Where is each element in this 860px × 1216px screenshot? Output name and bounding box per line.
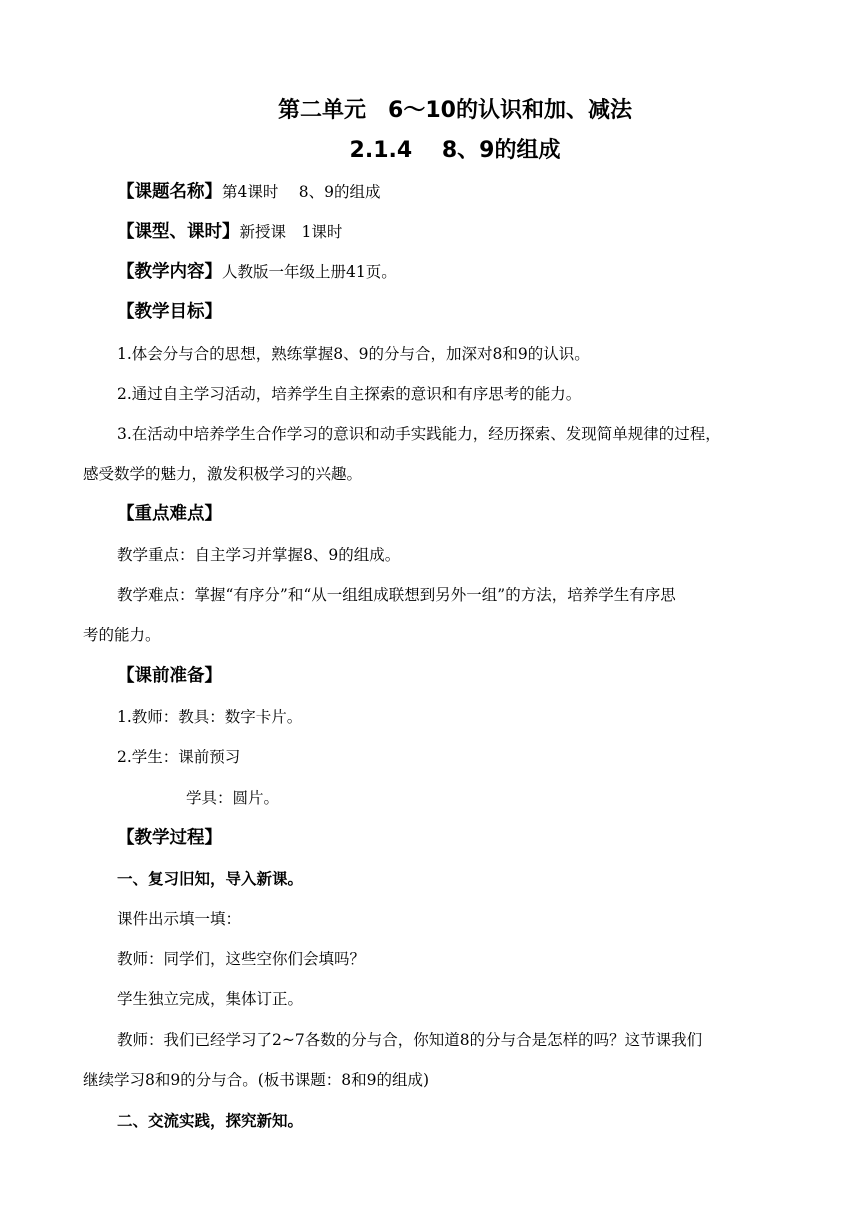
process-line: 课件出示填一填：	[117, 910, 242, 928]
process-line-continued: 继续学习8和9的分与合。(板书课题：8和9的组成)	[83, 1071, 430, 1089]
prep-heading: 【课前准备】	[117, 666, 222, 686]
goal-item: 3.在活动中培养学生合作学习的意识和动手实践能力，经历探索、发现简单规律的过程，	[117, 425, 721, 443]
process-line: 教师：同学们，这些空你们会填吗？	[117, 950, 366, 968]
goal-item: 2.通过自主学习活动，培养学生自主探索的意识和有序思考的能力。	[117, 385, 582, 403]
topic-label: 【课题名称】	[117, 182, 222, 202]
content-label: 【教学内容】	[117, 262, 222, 282]
type-label: 【课型、课时】	[117, 222, 240, 242]
document-title: 第二单元 6～10的认识和加、减法	[278, 98, 632, 123]
key-point-line: 教学重点：自主学习并掌握8、9的组成。	[117, 546, 401, 564]
process-line: 教师：我们已经学习了2~7各数的分与合，你知道8的分与合是怎样的吗？这节课我们	[117, 1031, 703, 1049]
topic-value: 第4课时 8、9的组成	[222, 183, 381, 201]
process-line: 学生独立完成，集体订正。	[117, 990, 304, 1008]
prep-item-tools: 学具：圆片。	[186, 789, 280, 807]
process-heading: 【教学过程】	[117, 828, 222, 848]
lesson-number-title: 2.1.4 8、9的组成	[349, 138, 561, 163]
content-row	[117, 258, 397, 283]
type-row	[117, 218, 342, 243]
topic-row	[117, 178, 381, 203]
difficulty-line-continued: 考的能力。	[83, 626, 161, 644]
section-heading-explore: 二、交流实践，探究新知。	[117, 1112, 304, 1130]
prep-item: 2.学生：课前预习	[117, 748, 241, 766]
content-value: 人教版一年级上册41页。	[222, 263, 397, 281]
difficulty-line: 教学难点：掌握“有序分”和“从一组组成联想到另外一组”的方法，培养学生有序思	[117, 586, 676, 604]
goals-heading: 【教学目标】	[117, 302, 222, 322]
keypoints-heading: 【重点难点】	[117, 504, 222, 524]
goal-item: 1.体会分与合的思想，熟练掌握8、9的分与合，加深对8和9的认识。	[117, 345, 590, 363]
prep-item: 1.教师：教具：数字卡片。	[117, 708, 303, 726]
section-heading-review: 一、复习旧知，导入新课。	[117, 870, 304, 888]
type-value: 新授课 1课时	[239, 223, 343, 241]
goal-item-continued: 感受数学的魅力，激发积极学习的兴趣。	[83, 465, 363, 483]
